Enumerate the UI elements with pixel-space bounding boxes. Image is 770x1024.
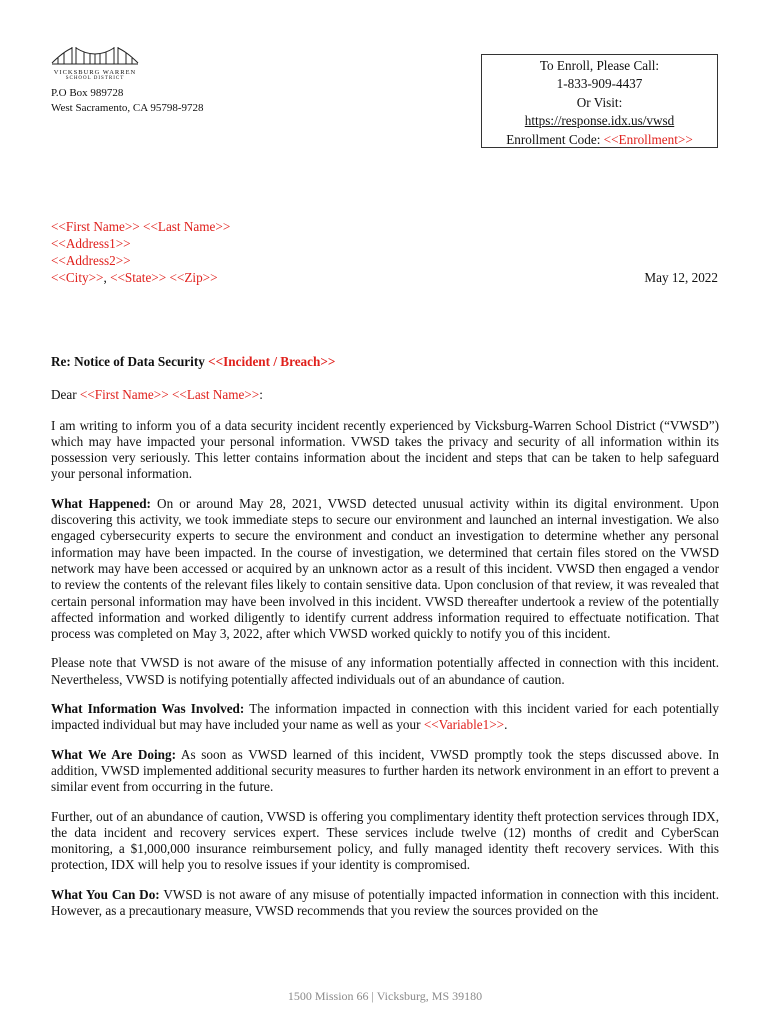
recipient-state-zip: <<State>> <<Zip>> xyxy=(110,270,218,285)
re-variable: <<Incident / Breach>> xyxy=(208,354,336,369)
re-prefix: Re: Notice of Data Security xyxy=(51,354,209,369)
letter-body xyxy=(51,354,719,932)
enrollment-code-variable: <<Enrollment>> xyxy=(603,131,693,147)
logo-subtitle: SCHOOL DISTRICT xyxy=(65,76,125,81)
dear-name: <<First Name>> <<Last Name>> xyxy=(79,387,260,403)
enrollment-box xyxy=(481,54,718,148)
enrollment-code-label: Enrollment Code: xyxy=(506,131,604,147)
what-you-can-do-heading: What You Can Do: xyxy=(51,886,160,902)
further-paragraph: Further, out of an abundance of caution, VWSD is offering you complimentary identity theft protection services through IDX, the data incident and recovery services expert. These services include twelve (12) months of credit and CyberScan monitoring, a $1,000,000 insurance reimbursement policy, and fully managed identity theft recovery services. With this protection, IDX will help you to resolve issues if your identity is compromised. xyxy=(51,808,719,873)
what-you-can-do-paragraph xyxy=(51,887,719,920)
enrollment-code xyxy=(482,131,717,149)
re-line xyxy=(51,354,719,370)
recipient-name: <<First Name>> <<Last Name>> xyxy=(51,219,231,234)
information-involved-heading: What Information Was Involved: xyxy=(51,701,245,717)
logo-name: VICKSBURG WARREN xyxy=(53,69,137,76)
what-happened-heading: What Happened: xyxy=(51,495,151,511)
dear-suffix: : xyxy=(259,387,263,403)
recipient-address xyxy=(51,218,230,286)
information-involved-end: . xyxy=(504,717,508,733)
enroll-visit-label: Or Visit: xyxy=(576,94,623,110)
bridge-logo-icon xyxy=(50,44,140,68)
recipient-city: <<City>> xyxy=(51,270,104,285)
recipient-city-separator: , xyxy=(103,270,111,285)
what-happened-text: On or around May 28, 2021, VWSD detected unusual activity within its digital environment. Upon discovering this activity, we took immediate steps to secure our environment and launched an internal investigation. We also engaged cybersecurity experts to secure the environment and conduct an investigation to determine whether any personal information may have been impacted. In the course of investigation, we determined that certain files stored on the VWSD network may have been accessed or acquired by an unknown actor as a result of this incident. VWSD then engaged a vendor to review the contents of the relevant files likely to contain sensitive data. Upon conclusion of that review, it was revealed that certain personal information may have been involved in this incident. VWSD thereafter undertook a review of the potentially affected information and worked diligently to identify current address information required to effectuate notification. That process was completed on May 3, 2022, after which VWSD worked quickly to notify you of this incident. xyxy=(51,495,719,642)
recipient-address1: <<Address1>> xyxy=(51,236,131,251)
note-paragraph: Please note that VWSD is not aware of the misuse of any information potentially affected in connection with this incident. Nevertheless, VWSD is notifying potentially affected individuals out of an abundance of caution. xyxy=(51,655,719,687)
dear-prefix: Dear xyxy=(51,387,80,403)
enroll-url-link[interactable]: https://response.idx.us/vwsd xyxy=(524,113,675,129)
recipient-city-line xyxy=(51,269,230,286)
recipient-address2: <<Address2>> xyxy=(51,253,131,268)
information-involved-paragraph xyxy=(51,701,719,734)
intro-paragraph: I am writing to inform you of a data security incident recently experienced by Vicksburg-Warren School District (“VWSD”) which may have impacted your personal information. VWSD takes the privacy and security of all information within its possession very seriously. This letter contains information about the incident and steps that can be taken to help safeguard your personal information. xyxy=(51,417,719,482)
return-address-line1: P.O Box 989728 xyxy=(51,87,124,99)
letter-date: May 12, 2022 xyxy=(644,270,718,285)
information-variable: <<Variable1>> xyxy=(423,717,505,733)
return-address-line2: West Sacramento, CA 95798-9728 xyxy=(51,102,204,114)
what-we-are-doing-heading: What We Are Doing: xyxy=(51,746,176,762)
what-we-are-doing-text: As soon as VWSD learned of this incident, VWSD promptly took the steps discussed above. In addition, VWSD implemented additional security measures to further harden its network environment in an effort to prevent a similar event from occurring in the future. xyxy=(51,746,719,795)
what-happened-paragraph xyxy=(51,496,719,643)
district-logo xyxy=(50,44,142,81)
page-footer: 1500 Mission 66 | Vicksburg, MS 39180 xyxy=(287,989,483,1003)
what-you-can-do-text: VWSD is not aware of any misuse of potentially impacted information in connection with this incident. However, as a precautionary measure, VWSD recommends that you review the sources provided on the xyxy=(51,886,719,919)
information-involved-text: The information impacted in connection with this incident varied for each potentially impacted individual but may have included your name as well as your xyxy=(51,701,719,733)
salutation xyxy=(51,387,719,403)
what-we-are-doing-paragraph xyxy=(51,747,719,796)
return-address xyxy=(51,86,203,116)
enroll-phone[interactable]: 1-833-909-4437 xyxy=(556,76,643,92)
enroll-call-label: To Enroll, Please Call: xyxy=(539,58,660,73)
